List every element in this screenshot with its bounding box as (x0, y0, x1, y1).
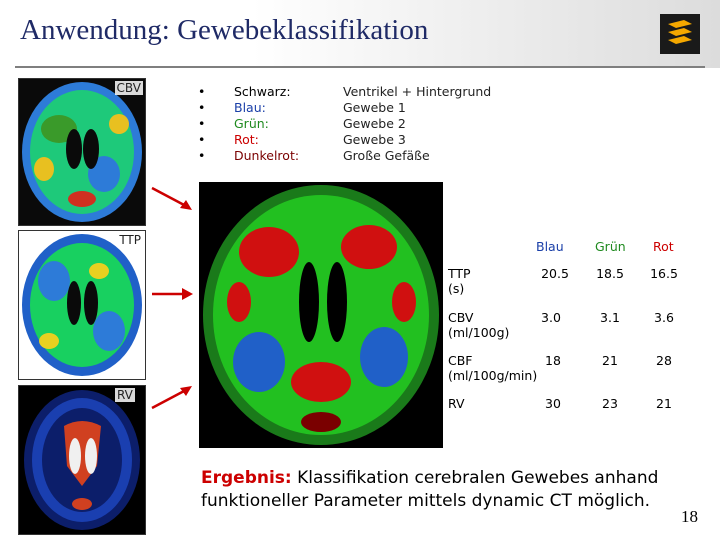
arrow-right-icon (150, 286, 195, 302)
row-label: CBF (ml/100g/min) (448, 353, 538, 383)
cell-blau: 30 (545, 396, 561, 411)
row-label: RV (448, 396, 465, 411)
row-label: TTP (s) (448, 266, 471, 296)
ttp-scan-image (18, 230, 146, 380)
legend-key: Grün: (234, 116, 269, 131)
ttp-label: TTP (119, 233, 141, 247)
legend-key: Dunkelrot: (234, 148, 300, 163)
bullet-icon: • (198, 116, 206, 131)
rv-scan-image (18, 385, 146, 535)
header-divider (15, 66, 705, 68)
result-text (201, 467, 701, 513)
legend-value: Gewebe 2 (343, 116, 406, 131)
cell-gruen: 23 (602, 396, 618, 411)
legend-value: Große Gefäße (343, 148, 430, 163)
cell-blau: 20.5 (541, 266, 569, 281)
cell-rot: 3.6 (654, 310, 674, 325)
page-number: 18 (681, 507, 698, 526)
bullet-icon: • (198, 100, 206, 115)
row-label: CBV (ml/100g) (448, 310, 510, 340)
cell-rot: 28 (656, 353, 672, 368)
legend-key: Schwarz: (234, 84, 291, 99)
cell-gruen: 21 (602, 353, 618, 368)
column-header-gruen: Grün (595, 239, 626, 254)
cell-blau: 18 (545, 353, 561, 368)
legend-value: Ventrikel + Hintergrund (343, 84, 492, 99)
arrow-right-icon (150, 384, 195, 412)
cbv-scan-image (18, 78, 146, 226)
cell-blau: 3.0 (541, 310, 561, 325)
bullet-icon: • (198, 84, 206, 99)
result-body: Klassifikation cerebralen Gewebes anhand funktioneller Parameter mittels dynamic CT möglich. (201, 468, 659, 511)
legend-value: Gewebe 3 (343, 132, 406, 147)
slide-header (0, 0, 720, 68)
column-header-rot: Rot (653, 239, 674, 254)
stacked-layers-logo-icon (660, 14, 700, 54)
arrow-right-icon (150, 184, 195, 212)
cell-rot: 16.5 (650, 266, 678, 281)
cell-gruen: 18.5 (596, 266, 624, 281)
cbv-label: CBV (116, 81, 141, 95)
cell-gruen: 3.1 (600, 310, 620, 325)
classification-scan-image (199, 182, 443, 448)
legend-key: Rot: (234, 132, 259, 147)
result-lead: Ergebnis: (201, 468, 292, 488)
legend-key: Blau: (234, 100, 266, 115)
rv-label: RV (117, 388, 133, 402)
cell-rot: 21 (656, 396, 672, 411)
column-header-blau: Blau (536, 239, 564, 254)
legend-value: Gewebe 1 (343, 100, 406, 115)
bullet-icon: • (198, 132, 206, 147)
bullet-icon: • (198, 148, 206, 163)
slide-title: Anwendung: Gewebeklassifikation (20, 14, 429, 46)
